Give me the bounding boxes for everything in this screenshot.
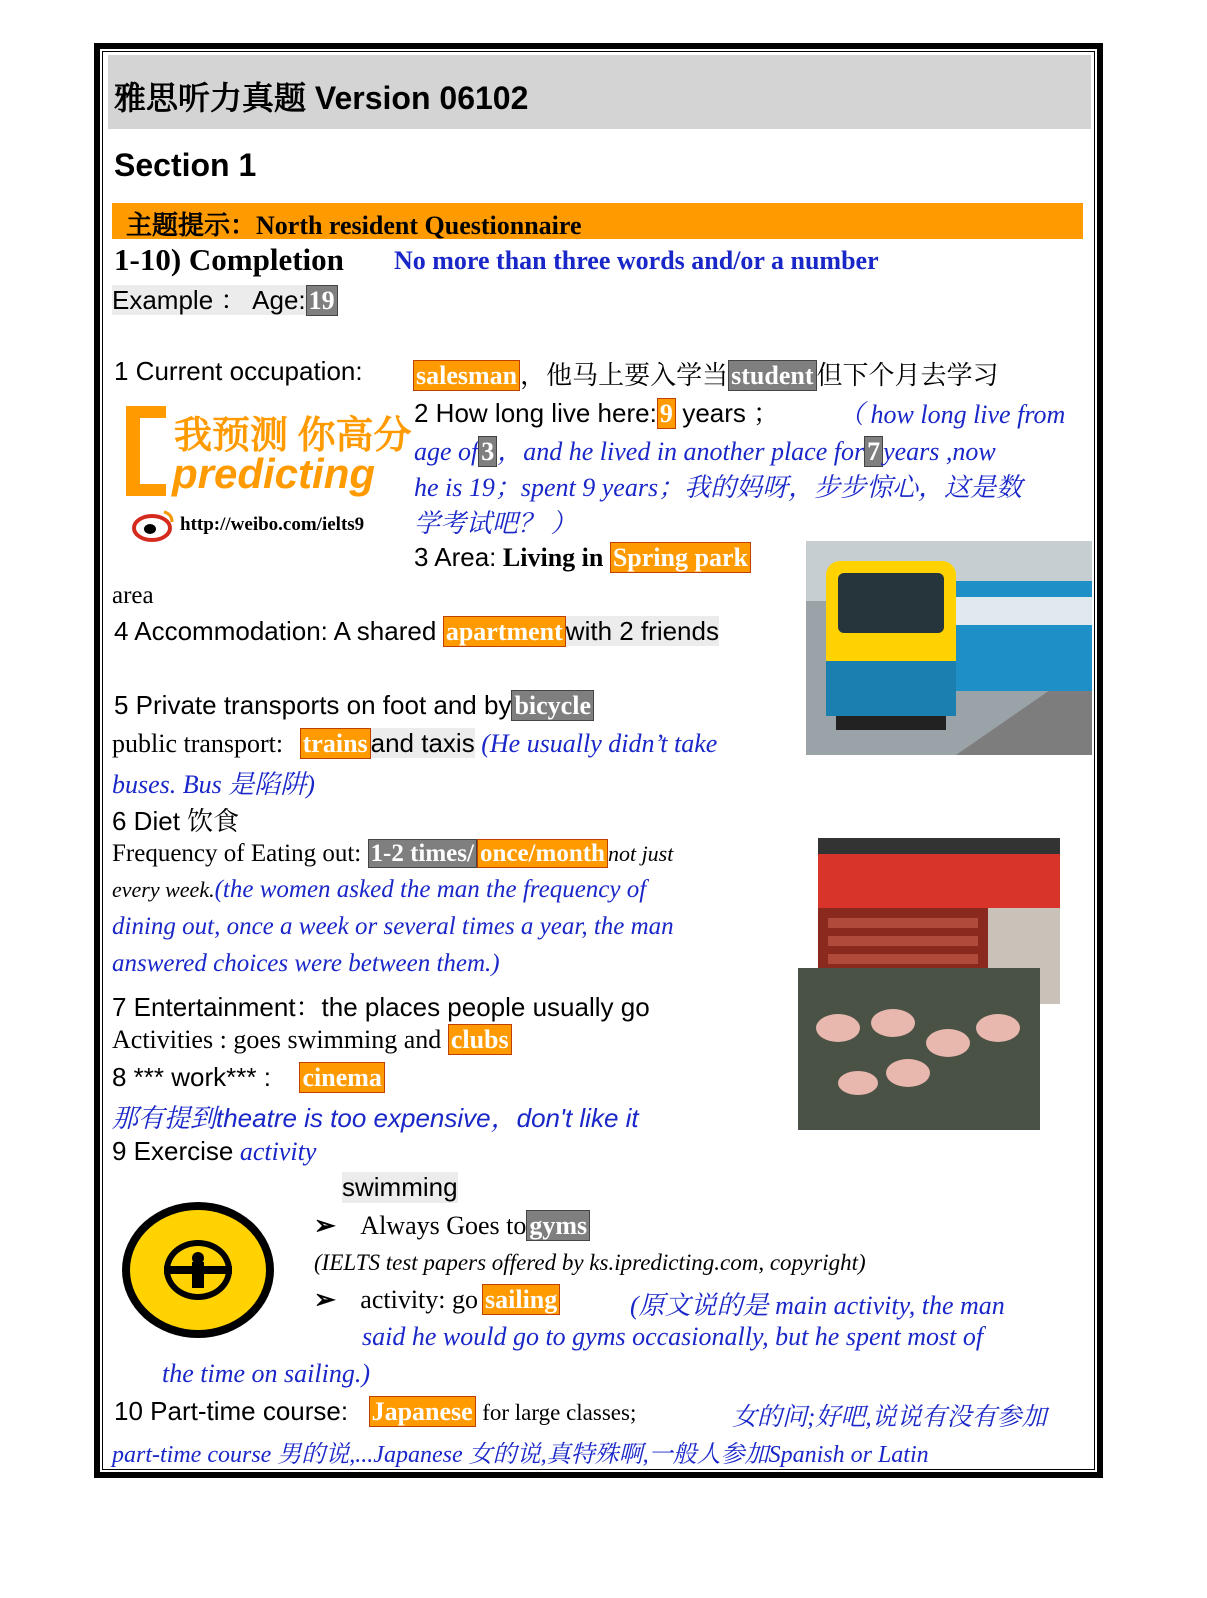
golds-gym-graphic — [120, 1200, 276, 1340]
q7-activities: Activities : goes swimming and — [112, 1025, 442, 1054]
weibo-icon — [132, 508, 176, 542]
task-instruction: No more than three words and/or a number — [394, 246, 879, 275]
q7-answer: clubs — [448, 1024, 512, 1055]
q6-freq-label: Frequency of Eating out: — [112, 840, 362, 867]
q5-answer2: trains — [300, 728, 371, 759]
q9-label: 9 Exercise — [112, 1136, 234, 1166]
topic-text: 主题提示：North resident Questionnaire — [126, 211, 582, 240]
q5-note-b: buses. Bus 是陷阱) — [112, 770, 315, 799]
logo-brand: predicting — [172, 450, 376, 497]
q2-line4: 学考试吧？ ） — [414, 509, 577, 538]
q9-copyright: (IELTS test papers offered by ks.ipredicting.com, copyright) — [314, 1250, 866, 1275]
train-picture — [806, 541, 1092, 755]
q3-bold: Living in — [502, 543, 604, 572]
section-title: Section 1 — [114, 147, 257, 183]
q2-age: 3 — [478, 436, 497, 467]
pigs-image — [798, 968, 1040, 1130]
example-label: Example ： Age: — [112, 285, 306, 315]
bullet-arrow-icon: ➢ — [314, 1210, 336, 1240]
q2-answer: 9 — [657, 398, 676, 429]
q7-label: 7 Entertainment：the places people usually go — [112, 992, 650, 1022]
example-answer: 19 — [306, 285, 338, 316]
q10-label: 10 Part-time course: — [114, 1396, 349, 1426]
q3-label: 3 Area: — [414, 542, 497, 572]
q5-answer: bicycle — [511, 690, 594, 721]
page-title: 雅思听力真题 Version 06102 — [114, 80, 529, 116]
q5-label: 5 Private transports on foot and by — [114, 690, 512, 720]
task-title: 1-10) Completion — [114, 242, 344, 277]
train-image — [806, 541, 1092, 755]
q10-note-a: 女的问;好吧,说说有没有参加 — [732, 1404, 1047, 1431]
q6-after: not just — [607, 841, 674, 866]
q4-after: with 2 friends — [565, 616, 719, 646]
q9-note-a: (原文说的是 main activity, the man — [630, 1291, 1005, 1320]
q6-label: 6 Diet 饮食 — [112, 806, 240, 836]
bullet-arrow-icon: ➢ — [314, 1284, 336, 1314]
q6-answer: once/month — [477, 839, 608, 868]
q6-line4: answered choices were between them.) — [112, 950, 500, 977]
q1-answer: salesman — [413, 360, 520, 391]
pigs-picture — [798, 968, 1040, 1130]
q6-line3: dining out, once a week or several times a year, the man — [112, 913, 674, 940]
q6-line2-b: (the women asked the man the frequency of — [214, 876, 647, 903]
q5-after: and taxis — [370, 728, 475, 758]
q9-swimming: swimming — [342, 1172, 458, 1202]
q2-line2-c: years ,now — [883, 437, 996, 466]
q5-note-a: (He usually didn’t take — [481, 729, 718, 758]
q2-label: 2 How long live here: — [414, 398, 657, 428]
q6-line2-a: every week. — [112, 877, 215, 902]
q9-label-ital: activity — [239, 1137, 317, 1166]
q9-bullet1: Always Goes to — [360, 1211, 527, 1240]
q9-bullet2: activity: go — [360, 1285, 478, 1314]
q2-line3: he is 19；spent 9 years；我的妈呀，步步惊心，这是数 — [414, 473, 1023, 502]
q2-note-a: （ how long live from — [838, 400, 1066, 429]
q9-note-c: the time on sailing.) — [162, 1359, 370, 1388]
q10-after: for large classes; — [482, 1400, 637, 1425]
q1-text-b: 但下个月去学习 — [816, 361, 999, 390]
q4-label: 4 Accommodation: A shared — [114, 616, 437, 646]
q9-answer1: gyms — [526, 1210, 590, 1241]
q10-note-b: part-time course 男的说,...Japanese 女的说,真特殊啊,一般人参加Spanish or Latin — [112, 1442, 929, 1468]
q1-answer2: student — [728, 360, 816, 391]
q8-label: 8 *** work*** : — [112, 1062, 271, 1092]
logo-slogan: 我预测 你高分 — [174, 415, 412, 457]
q9-answer2: sailing — [482, 1284, 560, 1315]
q2-years: years ； — [682, 398, 780, 428]
q3-answer: Spring park — [610, 542, 751, 573]
q2-line2-b: ，and he lived in another place for — [497, 437, 865, 466]
ipredicting-logo — [126, 398, 412, 548]
q3-after: area — [112, 582, 154, 609]
q2-other-years: 7 — [864, 436, 883, 467]
q8-note: 那有提到theatre is too expensive，don't like it — [112, 1103, 639, 1133]
golds-gym-logo — [120, 1200, 276, 1340]
q1-label: 1 Current occupation: — [114, 356, 363, 386]
q6-answer-gray: 1-2 times/ — [368, 839, 477, 868]
q9-note-b: said he would go to gyms occasionally, but he spent most of — [362, 1322, 984, 1351]
q1-text-a: ，他马上要入学当 — [520, 361, 729, 390]
q4-answer: apartment — [443, 616, 566, 647]
q5-public-label: public transport: — [112, 729, 284, 758]
q8-answer: cinema — [299, 1062, 384, 1093]
logo-url: http://weibo.com/ielts9 — [180, 514, 365, 535]
q10-answer: Japanese — [369, 1396, 476, 1427]
q2-line2-a: age of — [414, 437, 479, 466]
